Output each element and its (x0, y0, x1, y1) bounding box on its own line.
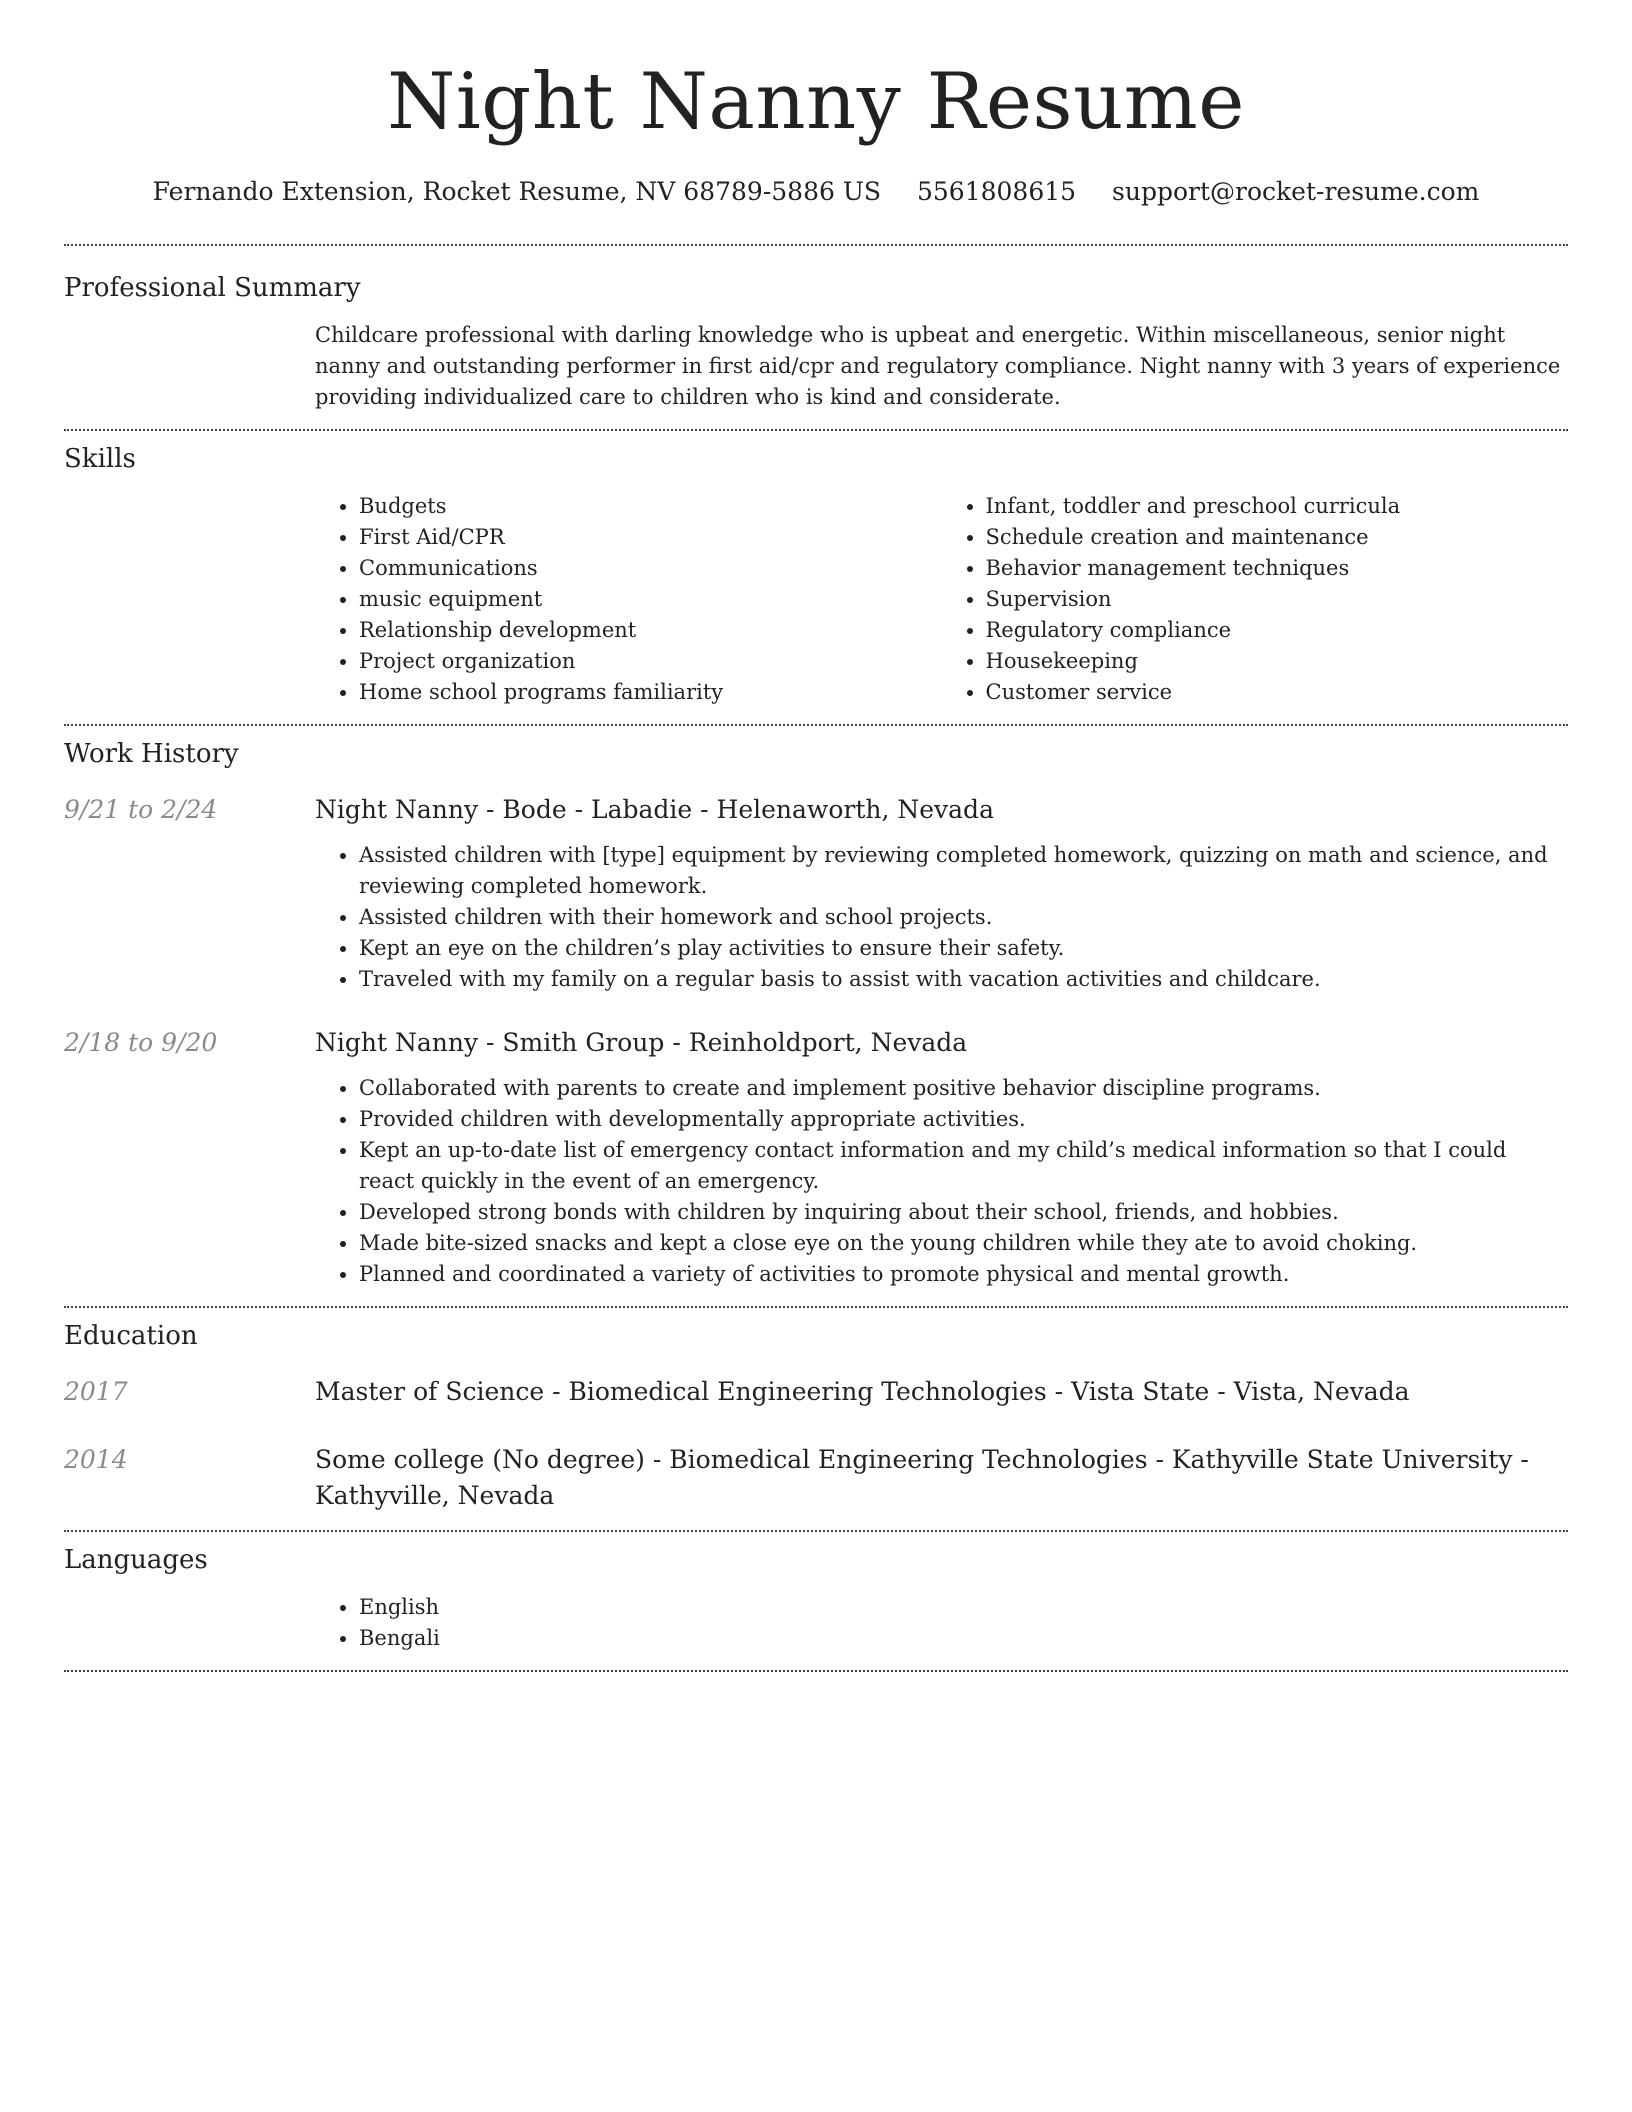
education-year: 2017 (64, 1377, 128, 1406)
language-item: • Bengali (359, 1623, 1568, 1654)
skills-section (64, 431, 1568, 724)
skill-item: • First Aid/CPR (359, 522, 942, 553)
languages-list (315, 1592, 1568, 1654)
job-bullet: • Assisted children with [type] equipment by reviewing completed homework, quizzing on math and science, and reviewing completed homework. (359, 840, 1568, 902)
contact-line (64, 174, 1568, 210)
languages-body (315, 1592, 1568, 1654)
job-entry (64, 1025, 1568, 1290)
job-bullets (315, 840, 1568, 995)
skill-item: • Customer service (986, 677, 1569, 708)
job-bullet: • Provided children with developmentally appropriate activities. (359, 1104, 1568, 1135)
job-entry (64, 792, 1568, 995)
skill-item: • Schedule creation and maintenance (986, 522, 1569, 553)
job-details (315, 1025, 1568, 1290)
skill-item: • music equipment (359, 584, 942, 615)
job-title: Night Nanny - Smith Group - Reinholdport, Nevada (315, 1028, 968, 1057)
job-bullets (315, 1073, 1568, 1290)
job-details (315, 792, 1568, 995)
job-bullet: • Made bite-sized snacks and kept a close eye on the young children while they ate to avoid choking. (359, 1228, 1568, 1259)
section-heading-education: Education (64, 1321, 198, 1351)
skill-item: • Project organization (359, 646, 942, 677)
education-year: 2014 (64, 1445, 128, 1474)
job-bullet: • Collaborated with parents to create and implement positive behavior discipline programs. (359, 1073, 1568, 1104)
contact-address: Fernando Extension, Rocket Resume, NV 68789-5886 US (152, 177, 882, 206)
skill-item: • Housekeeping (986, 646, 1569, 677)
education-entry (64, 1442, 1568, 1514)
job-dates: 9/21 to 2/24 (64, 795, 218, 824)
skill-item: • Behavior management techniques (986, 553, 1569, 584)
section-heading-work: Work History (64, 739, 239, 769)
education-entry (64, 1374, 1568, 1410)
language-item: • English (359, 1592, 1568, 1623)
job-bullet: • Kept an up-to-date list of emergency contact information and my child’s medical information so that I could react quickly in the event of an emergency. (359, 1135, 1568, 1197)
skill-item: • Budgets (359, 491, 942, 522)
summary-text: Childcare professional with darling knowledge who is upbeat and energetic. Within miscellaneous, senior night nanny and outstanding performer in first aid/cpr and regulatory compliance. Night nanny with 3 years of experience providing individualized care to children who is kind and considerate. (315, 323, 1561, 409)
job-bullet: • Planned and coordinated a variety of activities to promote physical and mental growth. (359, 1259, 1568, 1290)
skill-item: • Relationship development (359, 615, 942, 646)
skill-item: • Home school programs familiarity (359, 677, 942, 708)
skill-item: • Supervision (986, 584, 1569, 615)
languages-section (64, 1532, 1568, 1670)
job-bullet: • Traveled with my family on a regular basis to assist with vacation activities and childcare. (359, 964, 1568, 995)
contact-email: support@rocket-resume.com (1112, 177, 1480, 206)
skills-list-right (942, 491, 1569, 708)
job-bullet: • Assisted children with their homework and school projects. (359, 902, 1568, 933)
work-section (64, 726, 1568, 1306)
job-dates: 2/18 to 9/20 (64, 1028, 218, 1057)
summary-body (315, 320, 1568, 413)
education-details: Master of Science - Biomedical Engineering Technologies - Vista State - Vista, Nevada (315, 1377, 1410, 1406)
job-bullet: • Kept an eye on the children’s play activities to ensure their safety. (359, 933, 1568, 964)
skills-columns (315, 491, 1568, 708)
job-bullet: • Developed strong bonds with children by inquiring about their school, friends, and hobbies. (359, 1197, 1568, 1228)
section-heading-languages: Languages (64, 1545, 208, 1575)
summary-section (64, 246, 1568, 429)
skill-item: • Infant, toddler and preschool curricula (986, 491, 1569, 522)
section-heading-skills: Skills (64, 444, 136, 474)
contact-phone: 5561808615 (917, 177, 1077, 206)
job-title: Night Nanny - Bode - Labadie - Helenaworth, Nevada (315, 795, 994, 824)
resume-title: Night Nanny Resume (387, 57, 1245, 147)
education-section (64, 1308, 1568, 1530)
education-details: Some college (No degree) - Biomedical Engineering Technologies - Kathyville State University - Kathyville, Nevada (315, 1445, 1529, 1510)
skill-item: • Regulatory compliance (986, 615, 1569, 646)
skills-list-left (315, 491, 942, 708)
divider (64, 1670, 1568, 1672)
skill-item: • Communications (359, 553, 942, 584)
section-heading-summary: Professional Summary (64, 273, 361, 303)
